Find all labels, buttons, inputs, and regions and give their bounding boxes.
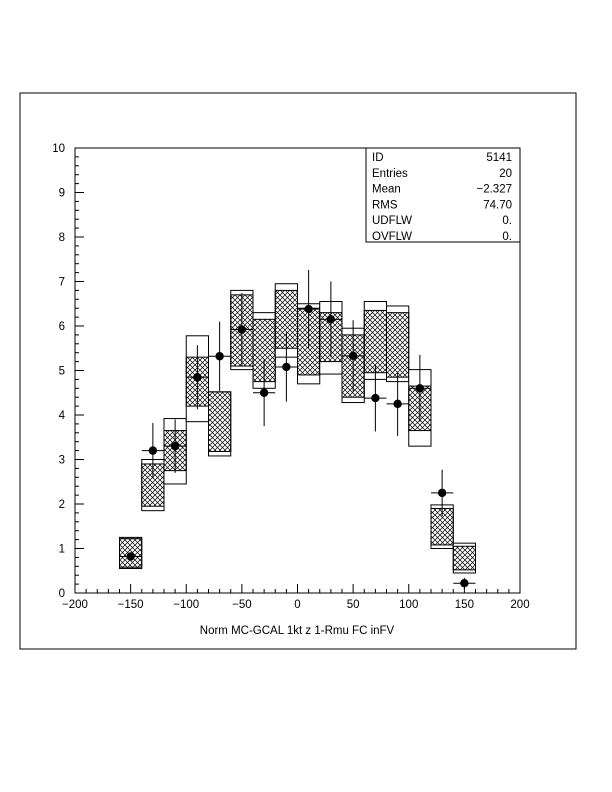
mc-hatched-band [453,546,475,570]
x-tick-label: 0 [294,599,301,611]
data-point [238,325,246,333]
y-tick-label: 2 [58,499,65,511]
mc-hatched-band [209,392,231,452]
x-tick-label: −200 [62,599,88,611]
data-point [171,442,179,450]
x-axis-label: Norm MC-GCAL 1kt z 1-Rmu FC inFV [199,625,395,637]
stats-label: RMS [372,199,398,212]
stats-value: −2.327 [476,183,512,196]
x-tick-label: −100 [173,599,200,611]
stats-value: 0. [502,215,512,228]
x-tick-label: 100 [399,599,419,611]
data-point [149,446,157,454]
stats-value: 5141 [486,152,512,164]
data-point [215,352,223,360]
y-tick-label: 8 [58,232,65,244]
y-tick-label: 5 [58,365,65,378]
data-point [327,315,335,323]
x-tick-label: 150 [454,599,474,611]
x-tick-label: 200 [510,599,530,611]
stats-value: 0. [502,231,512,243]
data-point [438,489,446,497]
y-tick-label: 4 [58,410,65,422]
mc-hatched-band [387,313,409,378]
y-tick-label: 3 [58,454,65,467]
y-axis [52,143,84,600]
x-tick-label: 50 [346,599,360,611]
mc-bands [120,284,476,573]
y-tick-label: 1 [58,543,65,556]
y-tick-label: 9 [58,187,65,200]
data-point [371,394,379,402]
stats-label: ID [372,152,384,164]
x-tick-label: −150 [117,599,144,611]
mc-hatched-band [364,310,386,372]
y-tick-label: 10 [52,143,65,155]
data-point [304,305,312,313]
x-tick-label: −50 [232,599,252,611]
y-tick-label: 6 [58,321,65,333]
data-point [282,363,290,371]
data-point [126,552,134,560]
stats-label: Mean [372,183,401,196]
data-point [193,373,201,381]
stats-value: 74.70 [483,199,512,212]
stats-box [366,148,520,243]
y-tick-label: 7 [58,276,65,289]
x-axis [62,584,530,611]
stats-label: UDFLW [372,215,413,228]
stats-label: Entries [372,167,408,180]
stats-label: OVFLW [372,231,413,243]
data-point [349,352,357,360]
y-tick-label: 0 [58,588,65,600]
data-point [260,389,268,397]
data-point [416,384,424,392]
data-point [393,400,401,408]
stats-value: 20 [499,167,512,180]
